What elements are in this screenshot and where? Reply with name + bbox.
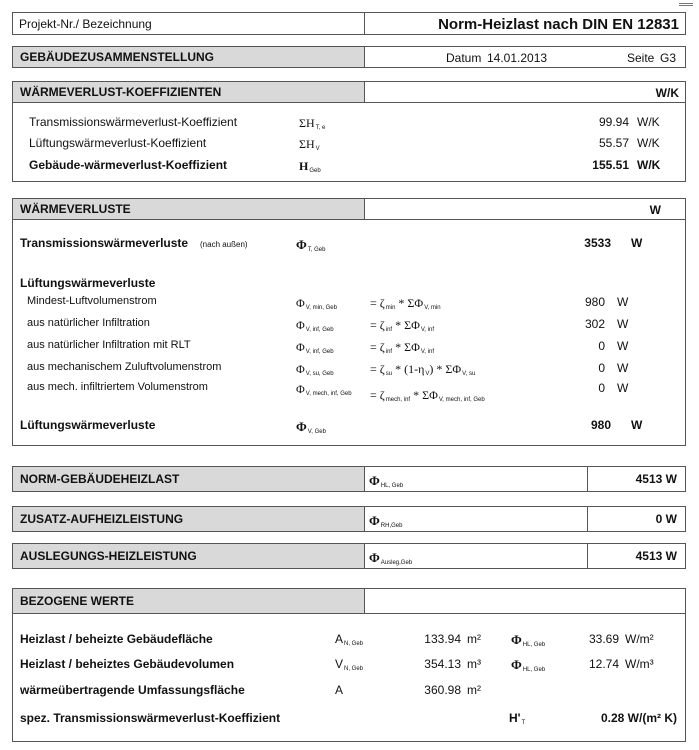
coef-value: 55.57: [598, 136, 629, 150]
coef-unit: W/K: [637, 158, 661, 172]
auslegung-label-cell: [12, 543, 365, 569]
building-summary-label: GEBÄUDEZUSAMMENSTELLUNG: [20, 50, 214, 64]
ventilation-row-value: 0: [598, 361, 605, 375]
coef-symbol: $\Sigma H_{T, e}$: [299, 116, 326, 131]
page-title: Norm-Heizlast nach DIN EN 12831: [438, 16, 679, 33]
zusatz-symbol-cell: [364, 506, 588, 532]
bezogen-header-cell: [12, 588, 365, 614]
auslegung-value-cell: [587, 543, 686, 569]
transmission-value: 3533: [584, 236, 611, 250]
coef-unit: W/K: [637, 115, 660, 129]
coefficients-unit: W/K: [655, 86, 679, 100]
coef-row-label: Transmissionswärmeverlust-Koeffizient: [29, 115, 238, 129]
ventilation-row-unit: W: [617, 295, 629, 309]
ventilation-row-label: aus natürlicher Infiltration: [27, 317, 150, 329]
zusatz-value: 0 W: [655, 512, 677, 526]
ventilation-row-label: aus mech. infiltriertem Volumenstrom: [27, 381, 208, 393]
bezogen-row-value: 354.13: [424, 657, 461, 671]
auslegung-symbol: $\Phi_{Ausleg,Geb}$: [369, 550, 413, 566]
norm-symbol: $\Phi_{HL, Geb}$: [369, 473, 404, 489]
ventilation-row-value: 0: [598, 381, 605, 395]
ventilation-total-unit: W: [631, 418, 643, 432]
page-label: Seite: [627, 51, 655, 65]
bezogen-row-value: 360.98: [424, 683, 461, 697]
auslegung-label: AUSLEGUNGS-HEIZLEISTUNG: [20, 549, 197, 563]
bezogen-row-unit: m²: [467, 683, 481, 697]
ventilation-row-unit: W: [617, 361, 629, 375]
ventilation-row-label: aus natürlicher Infiltration mit RLT: [27, 339, 191, 351]
bezogen-row-label: Heizlast / beheizte Gebäudefläche: [20, 632, 213, 646]
spec-value: 0.28 W/(m² K): [600, 711, 677, 725]
coefficients-header-cell: [12, 81, 365, 103]
page-number: G3: [660, 51, 677, 65]
ventilation-row-value: 0: [598, 339, 605, 353]
ventilation-row-unit: W: [617, 381, 629, 395]
bezogen-row-symbol: $V_{N, Geb}$: [335, 657, 364, 672]
coef-unit: W/K: [637, 136, 660, 150]
auslegung-value: 4513 W: [635, 549, 677, 563]
transmission-symbol: $\Phi_{T, Geb}$: [296, 237, 326, 253]
project-label: Projekt-Nr./ Bezeichnung: [19, 17, 152, 31]
losses-unit-cell: [364, 198, 686, 220]
ventilation-row-formula: = $\zeta_{mech, inf} * \Sigma\Phi_{V, mech, inf, Geb}$: [370, 388, 485, 403]
ventilation-row-formula: = $\zeta_{inf} * \Sigma\Phi_{V, inf}$: [370, 340, 434, 355]
coefficients-unit-cell: [364, 81, 686, 103]
bezogen-row-value: 133.94: [424, 632, 461, 646]
zusatz-value-cell: [587, 506, 686, 532]
bezogen-row-value2: 33.69: [588, 632, 619, 646]
ventilation-row-unit: W: [617, 317, 629, 331]
date-cell: [364, 46, 686, 68]
ventilation-row-symbol: $\Phi_{V, su, Geb}$: [296, 362, 334, 377]
ventilation-row-symbol: $\Phi_{V, inf, Geb}$: [296, 318, 334, 333]
coef-symbol: $H_{Geb}$: [299, 159, 321, 174]
ventilation-row-symbol: $\Phi_{V, inf, Geb}$: [296, 340, 334, 355]
norm-label: NORM-GEBÄUDEHEIZLAST: [20, 472, 180, 486]
transmission-note: (nach außen): [200, 240, 248, 249]
losses-header: WÄRMEVERLUSTE: [20, 202, 131, 216]
losses-header-cell: [12, 198, 365, 220]
coefficients-header: WÄRMEVERLUST-KOEFFIZIENTEN: [20, 85, 222, 99]
ventilation-title: Lüftungswärmeverluste: [20, 276, 156, 290]
norm-label-cell: [12, 466, 365, 492]
date-label: Datum: [446, 51, 482, 65]
norm-value-cell: [587, 466, 686, 492]
ventilation-row-symbol: $\Phi_{V, min, Geb}$: [296, 296, 337, 311]
bezogen-row-unit2: W/m³: [625, 657, 654, 671]
bezogen-body: [12, 613, 686, 742]
bezogen-row-label: wärmeübertragende Umfassungsfläche: [20, 683, 245, 697]
coef-row-label: Gebäude-wärmeverlust-Koeffizient: [29, 158, 228, 172]
bezogen-row-symbol: A: [335, 683, 344, 697]
transmission-label: Transmissionswärmeverluste: [20, 236, 189, 250]
losses-body: [12, 219, 686, 446]
coef-row-label: Lüftungswärmeverlust-Koeffizient: [29, 136, 207, 150]
ventilation-total-value: 980: [590, 418, 611, 432]
ventilation-total-symbol: $\Phi_{V, Geb}$: [296, 419, 326, 435]
bezogen-row-unit: m³: [467, 657, 481, 671]
bezogen-blank-cell: [364, 588, 686, 614]
bezogen-row-symbol2: $\Phi_{HL, Geb}$: [511, 632, 546, 648]
ventilation-row-label: aus mechanischem Zuluftvolumenstrom: [27, 361, 222, 373]
ventilation-row-formula: = $\zeta_{su} * (1-\eta_V) * \Sigma\Phi_{V, su}$: [370, 362, 476, 377]
ventilation-row-unit: W: [617, 339, 629, 353]
spec-symbol: $H'_T$: [509, 711, 526, 726]
ventilation-row-label: Mindest-Luftvolumenstrom: [27, 295, 157, 307]
bezogen-row-symbol: $A_{N, Geb}$: [335, 632, 364, 647]
transmission-unit: W: [631, 236, 643, 250]
bezogen-row-value2: 12.74: [588, 657, 619, 671]
bezogen-row-unit2: W/m²: [625, 632, 654, 646]
date-value: 14.01.2013: [487, 51, 548, 65]
coef-value: 155.51: [592, 158, 629, 172]
ventilation-row-formula: = $\zeta_{inf} * \Sigma\Phi_{V, inf}$: [370, 318, 434, 333]
zusatz-symbol: $\Phi_{RH,Geb}$: [369, 513, 403, 529]
auslegung-symbol-cell: [364, 543, 588, 569]
title-cell: [364, 12, 686, 35]
bezogen-row-label: Heizlast / beheiztes Gebäudevolumen: [20, 657, 235, 671]
coefficients-body: [12, 102, 686, 182]
bezogen-row-symbol2: $\Phi_{HL, Geb}$: [511, 657, 546, 673]
building-summary-cell: [12, 46, 365, 68]
coef-symbol: $\Sigma H_V$: [299, 137, 320, 152]
zusatz-label-cell: [12, 506, 365, 532]
bezogen-row-unit: m²: [467, 632, 481, 646]
coef-value: 99.94: [598, 115, 629, 129]
bezogen-header: BEZOGENE WERTE: [20, 594, 135, 608]
ventilation-row-formula: = $\zeta_{min} * \Sigma\Phi_{V, min}$: [370, 296, 441, 311]
losses-unit: W: [649, 203, 661, 217]
norm-value: 4513 W: [635, 472, 677, 486]
project-label-cell: [12, 12, 365, 35]
ventilation-row-value: 980: [584, 295, 605, 309]
zusatz-label: ZUSATZ-AUFHEIZLEISTUNG: [20, 512, 184, 526]
ventilation-total-label: Lüftungswärmeverluste: [20, 418, 156, 432]
corner-mark: [679, 3, 693, 6]
ventilation-row-symbol: $\Phi_{V, mech, inf, Geb}$: [296, 382, 352, 397]
ventilation-row-value: 302: [584, 317, 605, 331]
norm-symbol-cell: [364, 466, 588, 492]
spec-label: spez. Transmissionswärmeverlust-Koeffizient: [20, 711, 281, 725]
